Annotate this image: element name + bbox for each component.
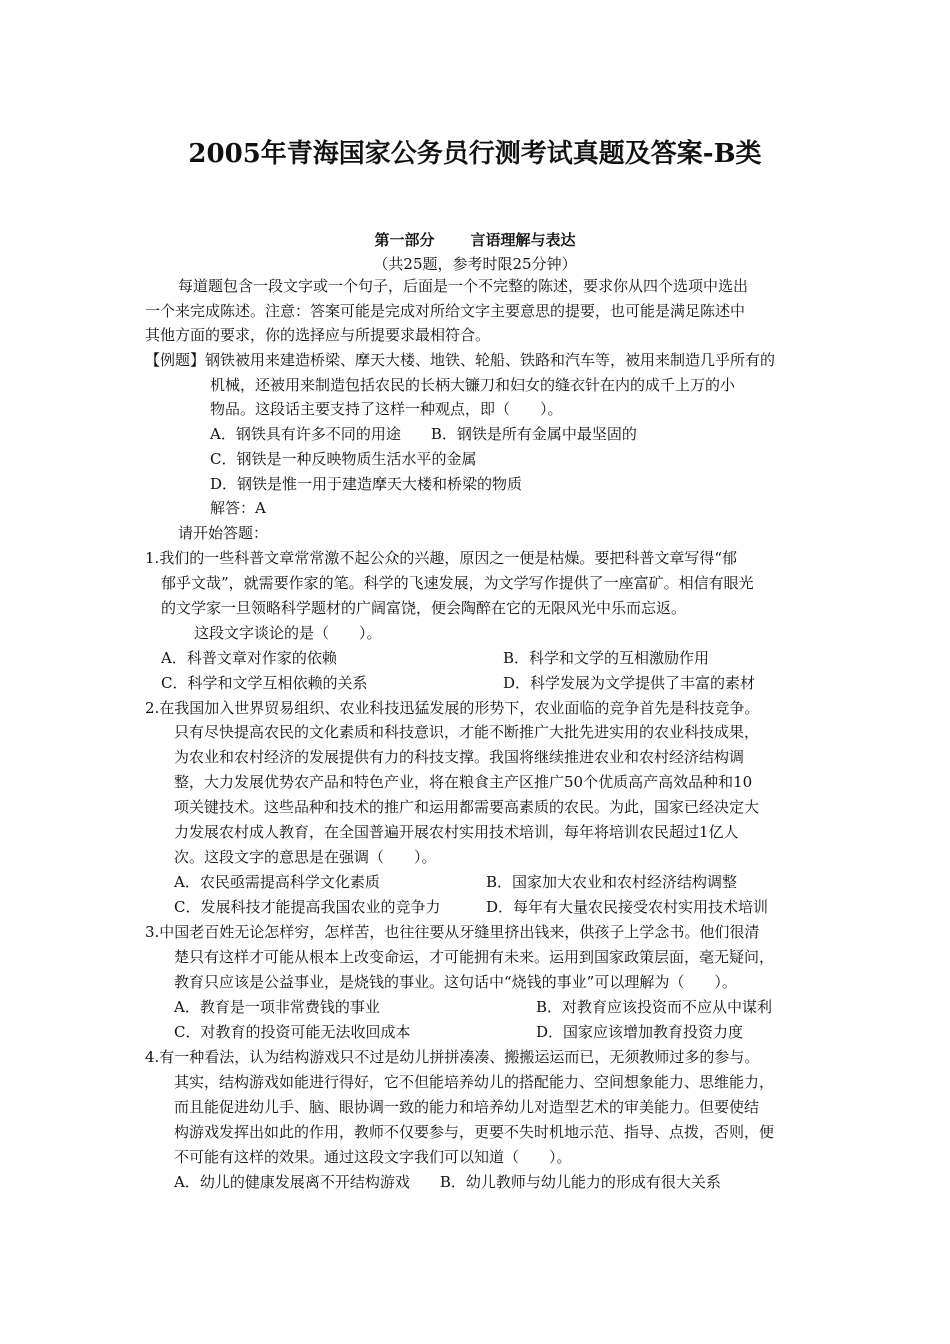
q1-line: 这段文字谈论的是（ ）。 (194, 624, 382, 642)
q2-option-a: A．农民亟需提高科学文化素质 (174, 873, 380, 891)
q3-line: 教育只应该是公益事业，是烧钱的事业。这句话中“烧钱的事业”可以理解为（ ）。 (174, 973, 737, 991)
q3-option-c: C．对教育的投资可能无法收回成本 (174, 1023, 411, 1041)
q3-option-b: B．对教育应该投资而不应从中谋利 (536, 998, 773, 1016)
example-line: 机械，还被用来制造包括农民的长柄大镰刀和妇女的缝衣针在内的成千上万的小 (210, 376, 736, 394)
q2-line: 力发展农村成人教育，在全国普遍开展农村实用技术培训，每年将培训农民超过1亿人 (174, 823, 739, 841)
q1-line: 1.我们的一些科普文章常常激不起公众的兴趣，原因之一便是枯燥。要把科普文章写得“郁 (145, 549, 737, 567)
section-heading (0, 229, 950, 250)
q1-line: 的文学家一旦领略科学题材的广阔富饶，便会陶醉在它的无限风光中乐而忘返。 (161, 599, 687, 617)
example-answer: 解答：A (210, 499, 266, 517)
q2-option-d: D．每年有大量农民接受农村实用技术培训 (486, 898, 769, 916)
intro-line: 每道题包含一段文字或一个句子，后面是一个不完整的陈述，要求你从四个选项中选出 (178, 277, 749, 295)
example-line: 【例题】钢铁被用来建造桥梁、摩天大楼、地铁、轮船、铁路和汽车等，被用来制造几乎所有的 (145, 351, 776, 369)
q1-option-d: D．科学发展为文学提供了丰富的素材 (503, 674, 756, 692)
q2-line: 整，大力发展优势农产品和特色产业，将在粮食主产区推广50个优质高产高效品种和10 (174, 773, 753, 791)
example-option-d: D．钢铁是惟一用于建造摩天大楼和桥梁的物质 (210, 475, 523, 493)
q1-option-b: B．科学和文学的互相激励作用 (503, 649, 710, 667)
q4-line: 4.有一种看法，认为结构游戏只不过是幼儿拼拼凑凑、搬搬运运而已，无须教师过多的参与。 (145, 1048, 760, 1066)
q3-option-d: D．国家应该增加教育投资力度 (536, 1023, 744, 1041)
q3-option-a: A．教育是一项非常费钱的事业 (174, 998, 380, 1016)
example-option-ab: A．钢铁具有许多不同的用途 B．钢铁是所有金属中最坚固的 (210, 425, 637, 443)
intro-line: 一个来完成陈述。注意：答案可能是完成对所给文字主要意思的提要，也可能是满足陈述中 (145, 302, 746, 320)
document-title: 2005年青海国家公务员行测考试真题及答案-B类 (188, 139, 762, 169)
q3-line: 3.中国老百姓无论怎样穷，怎样苦，也往往要从牙缝里挤出钱来，供孩子上学念书。他们很清 (145, 923, 760, 941)
q1-option-a: A．科普文章对作家的依赖 (161, 649, 337, 667)
example-line: 物品。这段话主要支持了这样一种观点，即（ ）。 (210, 400, 563, 418)
q4-line: 不可能有这样的效果。通过这段文字我们可以知道（ ）。 (174, 1148, 572, 1166)
q1-option-c: C．科学和文学互相依赖的关系 (161, 674, 368, 692)
q4-option-ab: A．幼儿的健康发展离不开结构游戏 B．幼儿教师与幼儿能力的形成有很大关系 (174, 1173, 721, 1191)
q2-option-c: C．发展科技才能提高我国农业的竞争力 (174, 898, 441, 916)
q2-line: 只有尽快提高农民的文化素质和科技意识，才能不断推广大批先进实用的农业科技成果， (174, 723, 760, 741)
start-prompt: 请开始答题： (178, 524, 269, 542)
section-note: （共25题，参考时限25分钟） (373, 255, 577, 273)
q3-line: 楚只有这样才可能从根本上改变命运，才可能拥有未来。运用到国家政策层面，毫无疑问， (174, 948, 775, 966)
q2-option-b: B．国家加大农业和农村经济结构调整 (486, 873, 738, 891)
q4-line: 构游戏发挥出如此的作用，教师不仅要参与，更要不失时机地示范、指导、点拨，否则，便 (174, 1123, 775, 1141)
q2-line: 项关键技术。这些品种和技术的推广和运用都需要高素质的农民。为此，国家已经决定大 (174, 798, 760, 816)
q4-line: 其实，结构游戏如能进行得好，它不但能培养幼儿的搭配能力、空间想象能力、思维能力， (174, 1073, 775, 1091)
q2-line: 为农业和农村经济的发展提供有力的科技支撑。我国将继续推进农业和农村经济结构调 (174, 748, 745, 766)
intro-line: 其他方面的要求，你的选择应与所提要求最相符合。 (145, 326, 491, 344)
q2-line: 2.在我国加入世界贸易组织、农业科技迅猛发展的形势下，农业面临的竞争首先是科技竞争。 (145, 699, 760, 717)
q4-line: 而且能促进幼儿手、脑、眼协调一致的能力和培养幼儿对造型艺术的审美能力。但要使结 (174, 1098, 760, 1116)
example-option-c: C．钢铁是一种反映物质生活水平的金属 (210, 450, 477, 468)
section-name: 言语理解与表达 (470, 231, 576, 249)
q1-line: 郁乎文哉”，就需要作家的笔。科学的飞速发展，为文学写作提供了一座富矿。相信有眼光 (161, 574, 754, 592)
q2-line: 次。这段文字的意思是在强调（ ）。 (174, 848, 437, 866)
section-part: 第一部分 (374, 231, 435, 249)
